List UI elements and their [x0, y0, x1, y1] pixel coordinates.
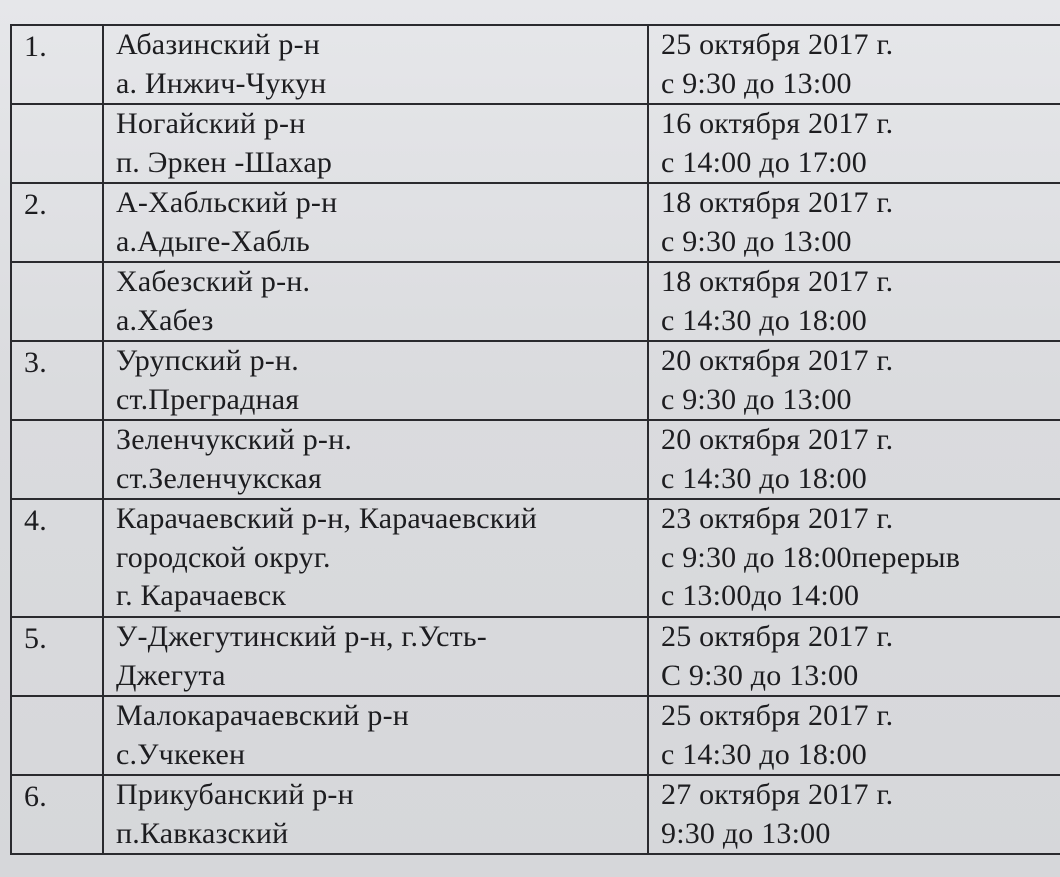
settlement-name: а. Инжич-Чукун [116, 66, 327, 100]
row-number-cell [11, 183, 103, 262]
table-row [11, 183, 1060, 262]
row-number [24, 105, 102, 107]
settlement-name: п.Кавказский [116, 816, 289, 850]
table-row [11, 499, 1060, 617]
location-cell [103, 696, 648, 775]
row-number-cell [11, 341, 103, 420]
schedule-cell [648, 499, 1060, 617]
row-number: 5. [24, 622, 47, 655]
location-cell [103, 775, 648, 854]
time-range-text: С 9:30 до 13:00 [661, 658, 859, 692]
date-text: 25 октября 2017 г. [661, 28, 894, 61]
table-row [11, 775, 1060, 854]
row-number: 2. [24, 188, 47, 221]
district-name: Абазинский р-н [116, 28, 321, 61]
row-number-cell [11, 25, 103, 104]
table-row [11, 420, 1060, 499]
schedule-cell [648, 25, 1060, 104]
date-text: 23 октября 2017 г. [661, 502, 894, 535]
schedule-cell [648, 617, 1060, 696]
table-row [11, 617, 1060, 696]
settlement-name: п. Эркен -Шахар [116, 145, 333, 179]
location-cell [103, 420, 648, 499]
row-number-cell [11, 104, 103, 183]
row-number [24, 697, 102, 699]
break-time-text: с 13:00до 14:00 [661, 579, 860, 612]
row-number [24, 421, 102, 423]
settlement-name: с.Учкекен [116, 737, 246, 771]
schedule-cell [648, 696, 1060, 775]
row-number: 1. [24, 30, 47, 63]
date-text: 20 октября 2017 г. [661, 344, 894, 377]
location-cell [103, 262, 648, 341]
time-range-text: с 9:30 до 13:00 [661, 382, 852, 416]
schedule-table [10, 24, 1060, 855]
date-text: 27 октября 2017 г. [661, 778, 894, 811]
row-number: 6. [24, 780, 47, 813]
district-name: А-Хабльский р-н [116, 186, 338, 219]
time-range-text: с 9:30 до 18:00перерыв [661, 540, 961, 574]
row-number [24, 263, 102, 265]
location-cell [103, 499, 648, 617]
date-text: 25 октября 2017 г. [661, 620, 894, 653]
table-row [11, 262, 1060, 341]
time-range-text: 9:30 до 13:00 [661, 816, 831, 850]
table-row [11, 341, 1060, 420]
district-name: У-Джегутинский р-н, г.Усть- [116, 620, 487, 653]
row-number-cell [11, 499, 103, 617]
schedule-cell [648, 420, 1060, 499]
row-number-cell [11, 420, 103, 499]
district-name: Зеленчукский р-н. [116, 423, 353, 456]
table-row [11, 696, 1060, 775]
time-range-text: с 14:30 до 18:00 [661, 737, 867, 771]
settlement-name: Джегута [116, 658, 226, 692]
location-cell [103, 104, 648, 183]
date-text: 18 октября 2017 г. [661, 186, 894, 219]
district-name: Прикубанский р-н [116, 778, 354, 811]
time-range-text: с 14:30 до 18:00 [661, 461, 867, 495]
settlement-name: ст.Преградная [116, 382, 300, 416]
location-cell [103, 183, 648, 262]
row-number: 4. [24, 504, 47, 537]
row-number-cell [11, 696, 103, 775]
schedule-cell [648, 341, 1060, 420]
row-number-cell [11, 617, 103, 696]
district-name: Хабезский р-н. [116, 265, 311, 298]
location-cell [103, 25, 648, 104]
time-range-text: с 14:30 до 18:00 [661, 303, 867, 337]
time-range-text: с 9:30 до 13:00 [661, 66, 852, 100]
date-text: 18 октября 2017 г. [661, 265, 894, 298]
location-cell [103, 341, 648, 420]
schedule-cell [648, 262, 1060, 341]
date-text: 16 октября 2017 г. [661, 107, 894, 140]
district-name: Ногайский р-н [116, 107, 306, 140]
schedule-cell [648, 104, 1060, 183]
district-name: Малокарачаевский р-н [116, 699, 410, 732]
location-cell [103, 617, 648, 696]
settlement-name: г. Карачаевск [116, 579, 287, 612]
row-number-cell [11, 262, 103, 341]
district-name-continued: городской округ. [116, 540, 331, 574]
time-range-text: с 9:30 до 13:00 [661, 224, 852, 258]
district-name: Карачаевский р-н, Карачаевский [116, 502, 538, 535]
district-name: Урупский р-н. [116, 344, 299, 377]
schedule-cell [648, 183, 1060, 262]
settlement-name: ст.Зеленчукская [116, 461, 322, 495]
settlement-name: а.Адыге-Хабль [116, 224, 310, 258]
time-range-text: с 14:00 до 17:00 [661, 145, 867, 179]
schedule-cell [648, 775, 1060, 854]
row-number: 3. [24, 346, 47, 379]
row-number-cell [11, 775, 103, 854]
table-row [11, 104, 1060, 183]
date-text: 25 октября 2017 г. [661, 699, 894, 732]
settlement-name: а.Хабез [116, 303, 214, 337]
date-text: 20 октября 2017 г. [661, 423, 894, 456]
table-row [11, 25, 1060, 104]
